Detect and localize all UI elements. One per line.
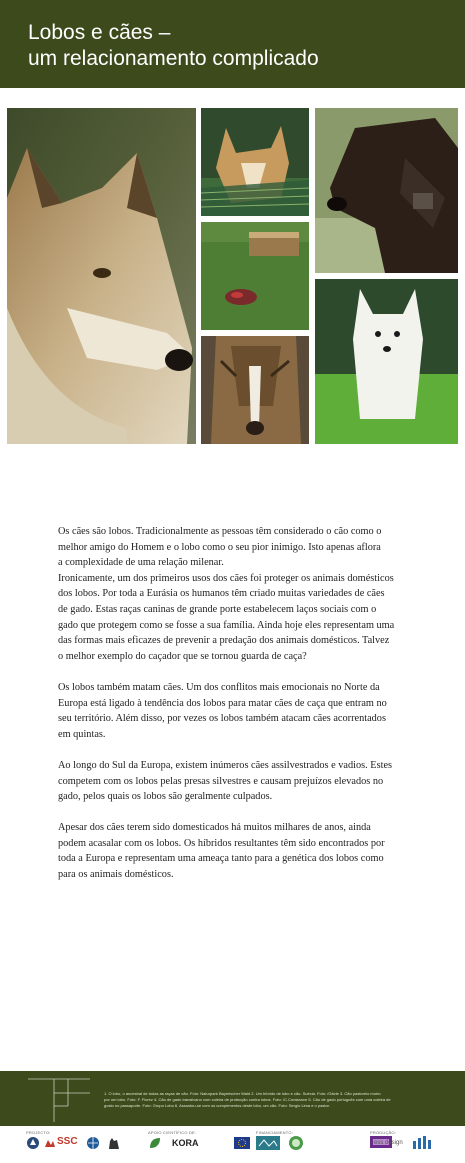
paragraph-4: [58, 820, 418, 882]
photo-collar-dog: [315, 108, 458, 273]
text-line: dos lobos. Por toda a Eurásia os humanos têm criado muitas variedades de cães: [58, 588, 385, 600]
sponsor-logo-icon: [256, 1136, 280, 1150]
text-line: podem acasalar com os lobos. Os híbridos resultantes têm sido encontrados por: [58, 837, 385, 849]
photo-index-diagram: [28, 1076, 90, 1122]
caption-line: 1. O lobo, o ancestral de todas as raças de cão. Foto: Naturpark Bayerischer Wald 2. Um híbrido de lobo e cão. Suécia. Foto: /Gävle 3. Cão pastoreio morto: [104, 1091, 381, 1096]
round-seal-icon: [288, 1135, 304, 1151]
wolf-emblem-icon: [26, 1136, 40, 1150]
photo-brindle-dog: [201, 336, 309, 444]
eu-flag-icon: [234, 1137, 250, 1149]
bars-logo-icon: [412, 1135, 434, 1149]
photo-white-dog: [315, 279, 458, 444]
text-line: Apesar dos cães terem sido domesticados há muitos milhares de anos, ainda: [58, 822, 371, 834]
leaf-logo-icon: [148, 1136, 162, 1150]
text-line: para os animais domésticos.: [58, 869, 174, 881]
paragraph-2: [58, 680, 418, 742]
text-line: das formas mais eficazes de prevenir a predação dos animais domésticos. Talvez: [58, 635, 390, 647]
page-title: [28, 20, 319, 72]
photo-wolf: [7, 108, 196, 444]
label-producao: PRODUÇÃO:: [370, 1130, 397, 1135]
globe-logo-icon: [86, 1136, 100, 1150]
paragraph-3: [58, 758, 418, 805]
label-apoio: APOIO CIENTÍFICO DE:: [148, 1130, 197, 1135]
text-line: em quintas.: [58, 728, 106, 740]
ssc-emblem-icon: [44, 1137, 56, 1149]
text-line: de gado. Estas raças caninas de grande porte estabelecem laços sociais com o: [58, 603, 377, 615]
text-line: Ao longo do Sul da Europa, existem inúmeros cães assilvestrados e vadios. Estes: [58, 759, 393, 771]
photo-hybrid: [201, 108, 309, 216]
text-line: Europa está ligado à tendência dos lobos para matar cães de caça que entram no: [58, 697, 387, 709]
paragraph-1: [58, 524, 418, 664]
text-line: o melhor exemplo do caçador que se tornou guarda de caça?: [58, 650, 307, 662]
text-line: gado, pelos quais os lobos são geralmente culpados.: [58, 791, 273, 803]
text-line: a complexidade de uma relação milenar.: [58, 557, 224, 569]
article-body: [58, 524, 418, 898]
title-line-1: Lobos e cães –: [28, 21, 171, 44]
caption-line: por um lobo. Foto: F. Florez 4. Cão de gado transilvano com coleira de protecção contra lobos. Foto: /C.Constance 5. Cão de gado português com uma coleira de: [104, 1097, 391, 1102]
text-line: seu território. Além disso, por vezes os lobos também atacam cães acorrentados: [58, 713, 386, 725]
label-financiamento: FINANCIAMENTO:: [256, 1130, 293, 1135]
caption-line: gosto no passaporte. Foto: Grupo Lobo 6. Assustou-se com os cumprimentos deste lobo, um cão. Foto: Sergio Lima e o pastor.: [104, 1103, 330, 1108]
text-line: Os cães são lobos. Tradicionalmente as pessoas têm considerado o cão como o: [58, 526, 382, 537]
design-logo: ess design: [374, 1140, 403, 1146]
text-line: Os lobos também matam cães. Um dos conflitos mais emocionais no Norte da: [58, 681, 380, 693]
photo-captions: [104, 1091, 456, 1109]
label-projecto: PROJECTO:: [26, 1130, 51, 1135]
text-line: melhor amigo do Homem e o lobo como o seu pior inimigo. Isto apenas aflora: [58, 541, 381, 553]
photo-dead-sheep: [201, 222, 309, 330]
text-line: gado que protegem como se fosse a sua família. Ainda hoje eles representam uma: [58, 619, 395, 631]
text-line: competem com os lobos pelas presas silvestres e causam prejuízos elevados no: [58, 775, 384, 787]
kora-logo: KORA: [172, 1138, 199, 1148]
dog-silhouette-icon: [106, 1135, 122, 1151]
title-line-2: um relacionamento complicado: [28, 47, 319, 70]
ssc-logo: SSC: [57, 1136, 78, 1147]
text-line: Ironicamente, um dos primeiros usos dos cães foi proteger os animais domésticos: [58, 572, 394, 584]
text-line: toda a Europa e representam uma ameaça tanto para a genética dos lobos como: [58, 853, 384, 865]
